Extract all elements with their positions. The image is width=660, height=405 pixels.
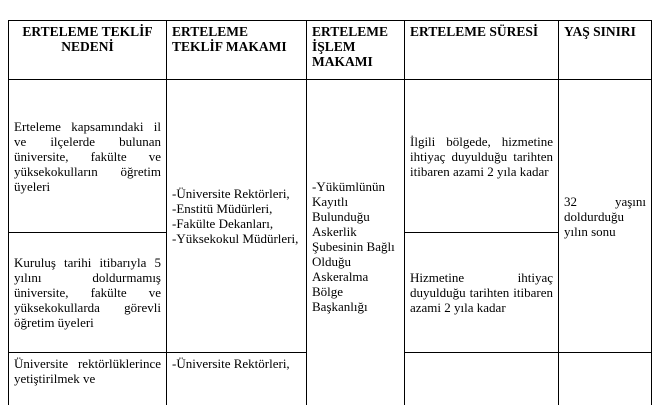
header-duration: ERTELEME SÜRESİ: [405, 21, 559, 80]
cell-proposal-authority-3: -Üniversite Rektörleri,: [167, 353, 307, 405]
cell-age-limit-3: [559, 353, 652, 405]
header-age-limit: YAŞ SINIRI: [559, 21, 652, 80]
cell-processing-authority-merged: -Yükümlünün Kayıtlı Bulunduğu Askerlik Şubesinin Bağlı Olduğu Askeralma Bölge Başkanlığı: [307, 80, 405, 405]
cell-proposal-authority-merged: -Üniversite Rektörleri, -Enstitü Müdürleri, -Fakülte Dekanları, -Yüksekokul Müdürleri,: [167, 80, 307, 353]
table-header-row: [9, 21, 652, 80]
cell-duration-1: İlgili bölgede, hizmetine ihtiyaç duyulduğu tarihten itibaren azami 2 yıla kadar: [405, 80, 559, 233]
cell-duration-3: [405, 353, 559, 405]
cell-age-limit-merged: 32 yaşını doldurduğu yılın sonu: [559, 80, 652, 353]
cell-reason-1: Erteleme kapsamındaki il ve ilçelerde bulunan üniversite, fakülte ve yüksekokulların öğretim üyeleri: [9, 80, 167, 233]
table-row: [9, 80, 652, 233]
deferral-table: [8, 20, 652, 405]
cell-duration-2: Hizmetine ihtiyaç duyulduğu tarihten itibaren azami 2 yıla kadar: [405, 233, 559, 353]
header-reason: ERTELEME TEKLİF NEDENİ: [9, 21, 167, 80]
header-processing-authority: ERTELEME İŞLEM MAKAMI: [307, 21, 405, 80]
cell-reason-3: Üniversite rektörlüklerince yetiştirilmek ve: [9, 353, 167, 405]
header-proposal-authority: ERTELEME TEKLİF MAKAMI: [167, 21, 307, 80]
cell-reason-2: Kuruluş tarihi itibarıyla 5 yılını doldurmamış üniversite, fakülte ve yüksekokullarda görevli öğretim üyeleri: [9, 233, 167, 353]
